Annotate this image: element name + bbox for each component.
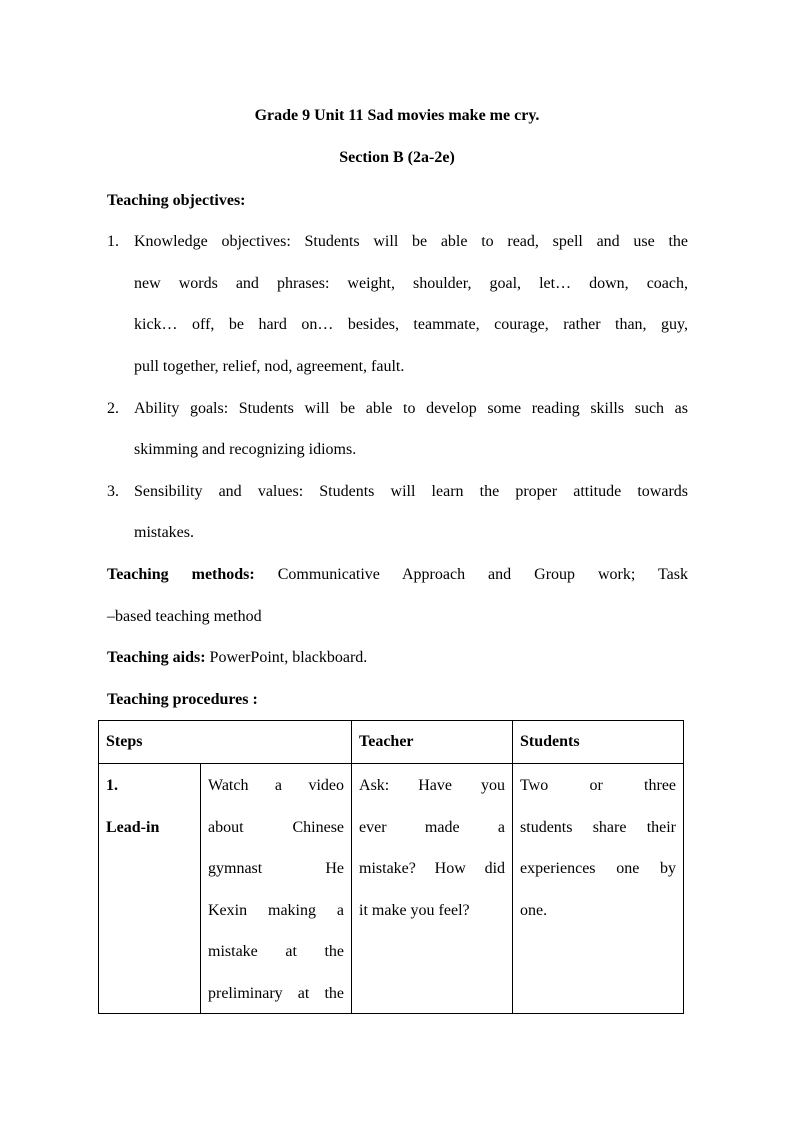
objective-2-line-1: Ability goals: Students will be able to develop some reading skills such as [134, 400, 688, 417]
teaching-aids [107, 648, 688, 668]
teaching-methods-text: Communicative Approach and Group work; Task [254, 566, 688, 583]
teaching-aids-text: PowerPoint, blackboard. [205, 649, 368, 666]
activity-line: about Chinese [208, 818, 345, 836]
students-line: one. [520, 901, 548, 919]
teaching-methods-continued: –based teaching method [107, 608, 262, 625]
teacher-line: mistake? How did [359, 860, 506, 877]
activity-line: Kexin making a [208, 901, 345, 919]
table-row [99, 764, 684, 1014]
step-cell [99, 764, 201, 1014]
activity-cell [201, 764, 352, 1014]
students-line: Two or three [520, 777, 677, 794]
objectives-heading: Teaching objectives: [107, 192, 246, 209]
objective-3-line-2: mistakes. [134, 524, 194, 541]
teacher-line: ever made a [359, 818, 506, 836]
students-line: experiences one by [520, 860, 677, 877]
activity-line: Watch a video [208, 777, 345, 794]
document-title: Grade 9 Unit 11 Sad movies make me cry. [254, 107, 540, 124]
objective-number-3: 3. [107, 483, 119, 500]
teaching-aids-label: Teaching aids: [107, 649, 206, 666]
header-teacher: Teacher [352, 721, 513, 764]
procedures-heading: Teaching procedures : [107, 691, 258, 708]
header-students: Students [513, 721, 684, 764]
step-name: Lead-in [106, 818, 160, 836]
objective-number-1: 1. [107, 233, 119, 250]
students-line: students share their [520, 818, 677, 836]
teaching-methods-label: Teaching methods: [107, 566, 255, 583]
objective-number-2: 2. [107, 400, 119, 417]
objective-3-line-1: Sensibility and values: Students will learn the proper attitude towards [134, 483, 688, 500]
step-number: 1. [106, 777, 118, 794]
activity-line: gymnast He [208, 860, 345, 877]
objective-1-line-2: new words and phrases: weight, shoulder, goal, let… down, coach, [134, 275, 688, 292]
procedures-table [98, 720, 684, 1014]
objective-1-line-3: kick… off, be hard on… besides, teammate, courage, rather than, guy, [134, 316, 688, 333]
header-steps: Steps [99, 721, 352, 764]
students-cell [513, 764, 684, 1014]
activity-line: mistake at the [208, 943, 345, 960]
objective-1-line-1: Knowledge objectives: Students will be able to read, spell and use the [134, 233, 688, 250]
teacher-line: Ask: Have you [359, 777, 506, 794]
teaching-methods [107, 565, 688, 585]
teacher-cell [352, 764, 513, 1014]
section-subtitle: Section B (2a-2e) [339, 149, 455, 166]
teacher-line: it make you feel? [359, 901, 470, 919]
objective-1-line-4: pull together, relief, nod, agreement, fault. [134, 358, 405, 375]
table-header-row [99, 721, 684, 764]
activity-line: preliminary at the [208, 984, 345, 1002]
objective-2-line-2: skimming and recognizing idioms. [134, 441, 357, 458]
